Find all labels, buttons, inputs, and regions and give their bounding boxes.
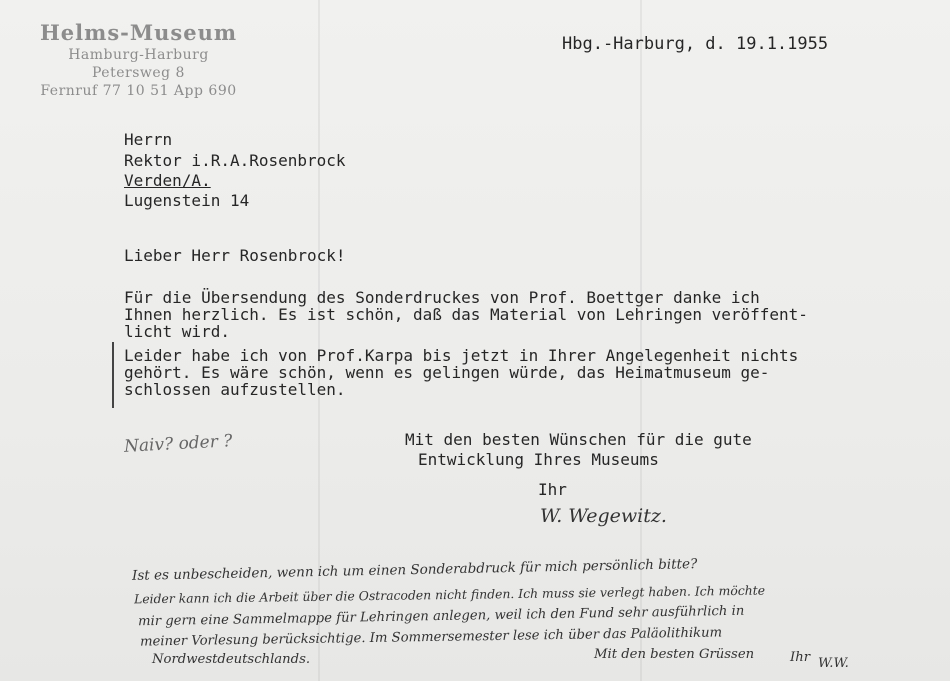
postscript-initials: W.W. — [818, 656, 849, 671]
stamp-title: Helms-Museum — [39, 20, 238, 45]
margin-mark — [112, 342, 114, 408]
recipient-salutation: Herrn — [124, 130, 173, 149]
signature: W. Wegewitz. — [540, 505, 667, 527]
closing-line-1: Mit den besten Wünschen für die gute — [405, 430, 752, 449]
recipient-name: Rektor i.R.A.Rosenbrock — [124, 151, 346, 170]
postscript-line: Leider kann ich die Arbeit über die Ostracoden nicht finden. Ich muss sie verlegt haben. Ich möchte — [133, 582, 766, 607]
closing-line-3: Ihr — [538, 480, 567, 499]
body-line: gehört. Es wäre schön, wenn es gelingen würde, das Heimatmuseum ge- — [124, 363, 770, 382]
postscript-sign-off-2: Ihr — [790, 650, 811, 665]
stamp-phone: Fernruf 77 10 51 App 690 — [40, 83, 237, 99]
museum-stamp — [36, 20, 241, 100]
stamp-street: Petersweg 8 — [92, 65, 185, 81]
closing-line-2: Entwicklung Ihres Museums — [418, 450, 659, 469]
postscript-line: Nordwestdeutschlands. — [152, 652, 311, 667]
dateline: Hbg.-Harburg, d. 19.1.1955 — [562, 34, 829, 54]
postscript-sign-off: Mit den besten Grüssen — [594, 647, 755, 662]
stamp-city: Hamburg-Harburg — [68, 47, 209, 63]
margin-note: Naiv? oder ? — [123, 431, 233, 457]
body-line: Für die Übersendung des Sonderdruckes von Prof. Boettger danke ich — [124, 288, 760, 307]
body-line: Ihnen herzlich. Es ist schön, daß das Material von Lehringen veröffent- — [124, 305, 808, 324]
body-line: licht wird. — [124, 322, 230, 341]
recipient-street: Lugenstein 14 — [124, 191, 250, 210]
body-line: Leider habe ich von Prof.Karpa bis jetzt in Ihrer Angelegenheit nichts — [124, 346, 799, 365]
paper-fold — [640, 0, 642, 681]
body-line: schlossen aufzustellen. — [124, 380, 346, 399]
postscript-line: meiner Vorlesung berücksichtige. Im Sommersemester lese ich über das Paläolithikum — [139, 625, 723, 650]
greeting: Lieber Herr Rosenbrock! — [124, 246, 346, 265]
postscript-line: mir gern eine Sammelmappe für Lehringen anlegen, weil ich den Fund sehr ausführlich in — [137, 603, 745, 630]
postscript-line: Ist es unbescheiden, wenn ich um einen Sonderabdruck für mich persönlich bitte? — [131, 556, 698, 584]
recipient-city: Verden/A. — [124, 171, 211, 190]
